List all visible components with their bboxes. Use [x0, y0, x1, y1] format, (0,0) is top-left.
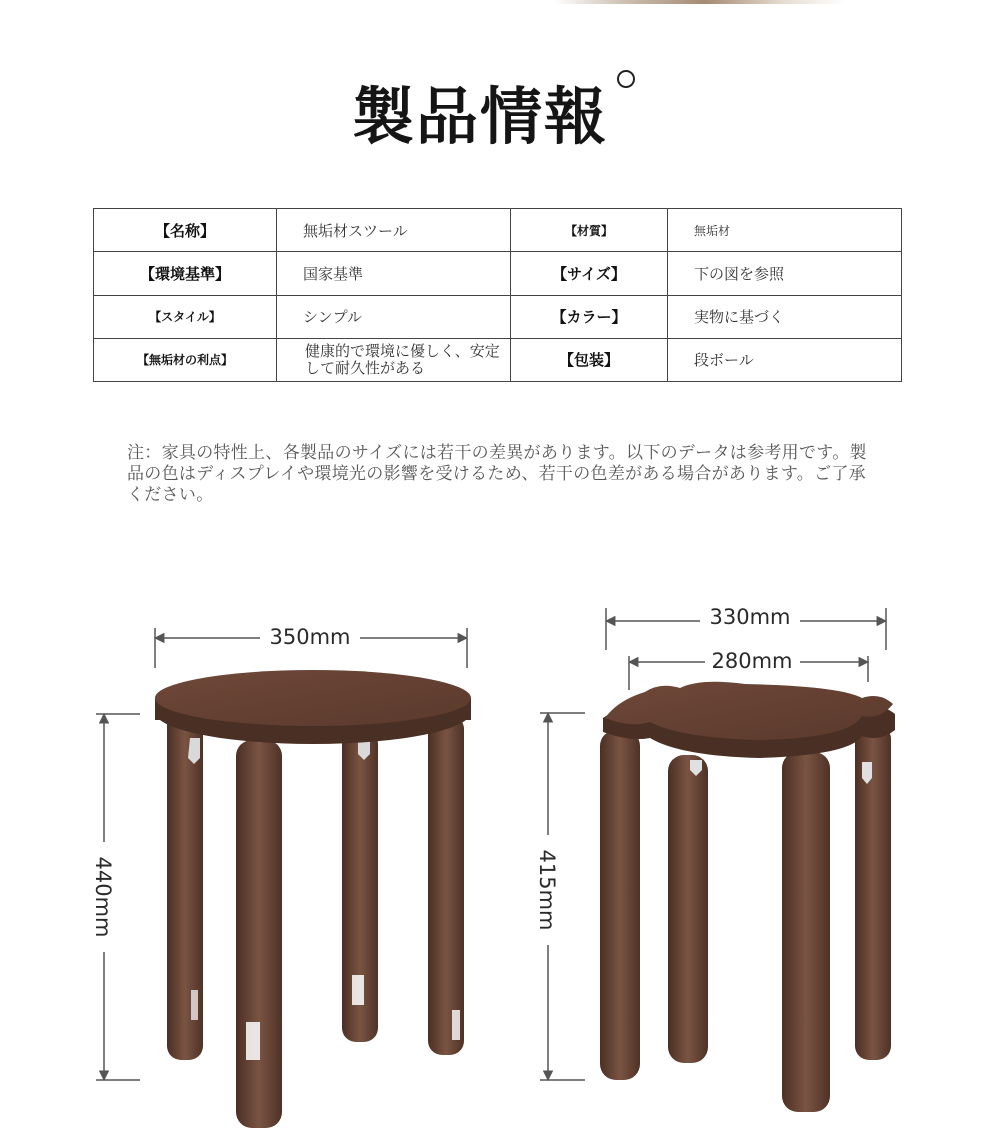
table-row — [94, 252, 902, 295]
right-width-outer-label: 330mm — [709, 605, 791, 629]
clover-stool-illustration — [600, 682, 895, 1112]
top-photo-strip — [0, 0, 1007, 4]
spec-key-advantage: 【無垢材の利点】 — [94, 338, 277, 381]
spec-value-style: シンプル — [277, 295, 511, 338]
spec-value-packaging: 段ボール — [668, 338, 902, 381]
spec-key-material: 【材質】 — [511, 209, 668, 252]
spec-value-color: 実物に基づく — [668, 295, 902, 338]
spec-value-advantage: 健康的で環境に優しく、安定して耐久性がある — [277, 338, 511, 381]
spec-key-size: 【サイズ】 — [511, 252, 668, 295]
table-row — [94, 209, 902, 252]
round-stool-illustration — [155, 670, 471, 1128]
spec-key-style: 【スタイル】 — [94, 295, 277, 338]
dimension-figure — [0, 590, 1007, 1134]
table-row — [94, 295, 902, 338]
table-row — [94, 338, 902, 381]
right-width-inner-label: 280mm — [711, 649, 793, 673]
spec-value-name: 無垢材スツール — [277, 209, 511, 252]
spec-value-standard: 国家基準 — [277, 252, 511, 295]
circle-decoration — [617, 70, 635, 88]
spec-value-material: 無垢材 — [668, 209, 902, 252]
spec-table — [93, 208, 902, 382]
spec-value-size: 下の図を参照 — [668, 252, 902, 295]
spec-key-name: 【名称】 — [94, 209, 277, 252]
page-title: 製品情報 — [351, 80, 608, 153]
spec-key-packaging: 【包装】 — [511, 338, 668, 381]
left-height-label: 440mm — [91, 856, 115, 938]
spec-key-color: 【カラー】 — [511, 295, 668, 338]
left-width-label: 350mm — [269, 625, 351, 649]
spec-key-standard: 【環境基準】 — [94, 252, 277, 295]
right-height-label: 415mm — [535, 849, 559, 931]
disclaimer-note: 注：家具の特性上、各製品のサイズには若干の差異があります。以下のデータは参考用です。製品の色はディスプレイや環境光の影響を受けるため、若干の色差がある場合があります。ご了承ください。 — [127, 443, 867, 505]
